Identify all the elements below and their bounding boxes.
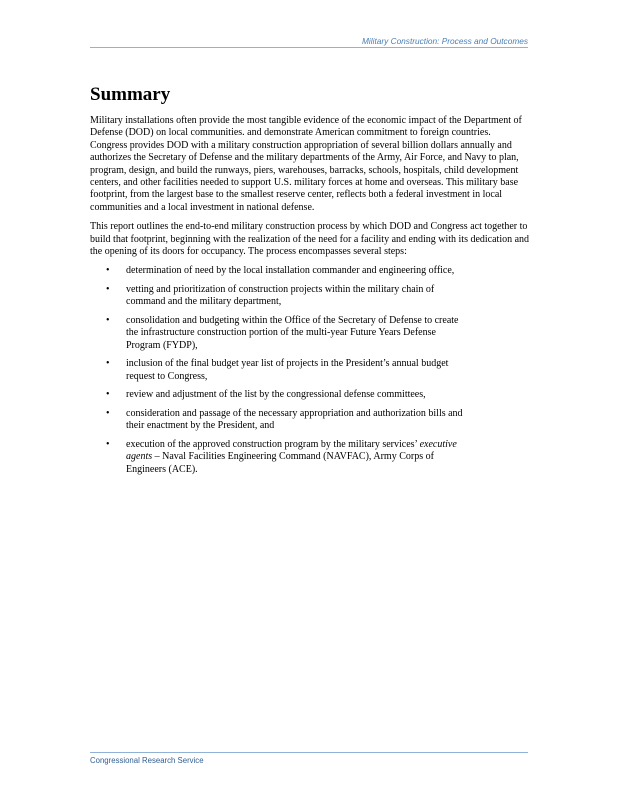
list-item-text-lead: execution of the approved construction program by the military services’ (126, 439, 418, 451)
header-rule (90, 47, 528, 48)
footer-publisher: Congressional Research Service (90, 756, 204, 765)
list-item (90, 358, 530, 383)
paragraph-process: This report outlines the end-to-end military construction process by which DOD and Congress act together to build that footprint, beginning with the realization of the need for a facility and ending with its dedication and the opening of its doors for occupancy. The process encompasses several steps: (90, 221, 530, 258)
list-item-text: consolidation and budgeting within the Office of the Secretary of Defense to create the infrastructure construction portion of the multi-year Future Years Defense Program (FYDP), (126, 315, 459, 351)
list-item-text: consideration and passage of the necessary appropriation and authorization bills and their enactment by the President, and (126, 408, 463, 432)
bullet-glyph: • (106, 389, 110, 401)
list-item (90, 265, 530, 277)
list-item-text: vetting and prioritization of construction projects within the military chain of command and the military department, (126, 284, 435, 308)
executive-agents-term: executive agents (126, 439, 457, 463)
bullet-glyph: • (106, 265, 110, 277)
list-item-text-tail: – Naval Facilities Engineering Command (NAVFAC), Army Corps of Engineers (ACE). (126, 451, 434, 475)
list-item-text: inclusion of the final budget year list of projects in the President’s annual budget request to Congress, (126, 358, 449, 382)
list-item-text: review and adjustment of the list by the congressional defense committees, (126, 389, 426, 401)
list-item (90, 408, 530, 433)
bullet-glyph: • (106, 408, 110, 420)
paragraph-intro: Military installations often provide the most tangible evidence of the economic impact of the Department of Defense (DOD) on local communities. and demonstrate American commitment to foreign countries. Congress provides DOD with a military construction appropriation of several billion dollars annually and authorizes the Secretary of Defense and the military departments of the Army, Air Force, and Navy to plan, program, design, and build the runways, piers, warehouses, barracks, schools, hospitals, child development centers, and other facilities needed to support U.S. military forces at home and overseas. This military base footprint, from the largest base to the smallest reserve center, reflects both a federal investment in local communities and a local investment in national defense. (90, 115, 522, 213)
process-steps-list (90, 265, 530, 476)
running-header-title: Military Construction: Process and Outcomes (362, 36, 528, 46)
bullet-glyph: • (106, 439, 110, 451)
list-item (90, 315, 530, 352)
list-item-text: determination of need by the local installation commander and engineering office, (126, 265, 455, 277)
bullet-glyph: • (106, 284, 110, 296)
page-content (90, 84, 530, 482)
section-heading: Summary (90, 84, 171, 105)
list-item (90, 389, 530, 401)
bullet-glyph: • (106, 358, 110, 370)
bullet-glyph: • (106, 315, 110, 327)
list-item (90, 284, 530, 309)
footer-rule (90, 752, 528, 753)
list-item-last (90, 439, 530, 476)
